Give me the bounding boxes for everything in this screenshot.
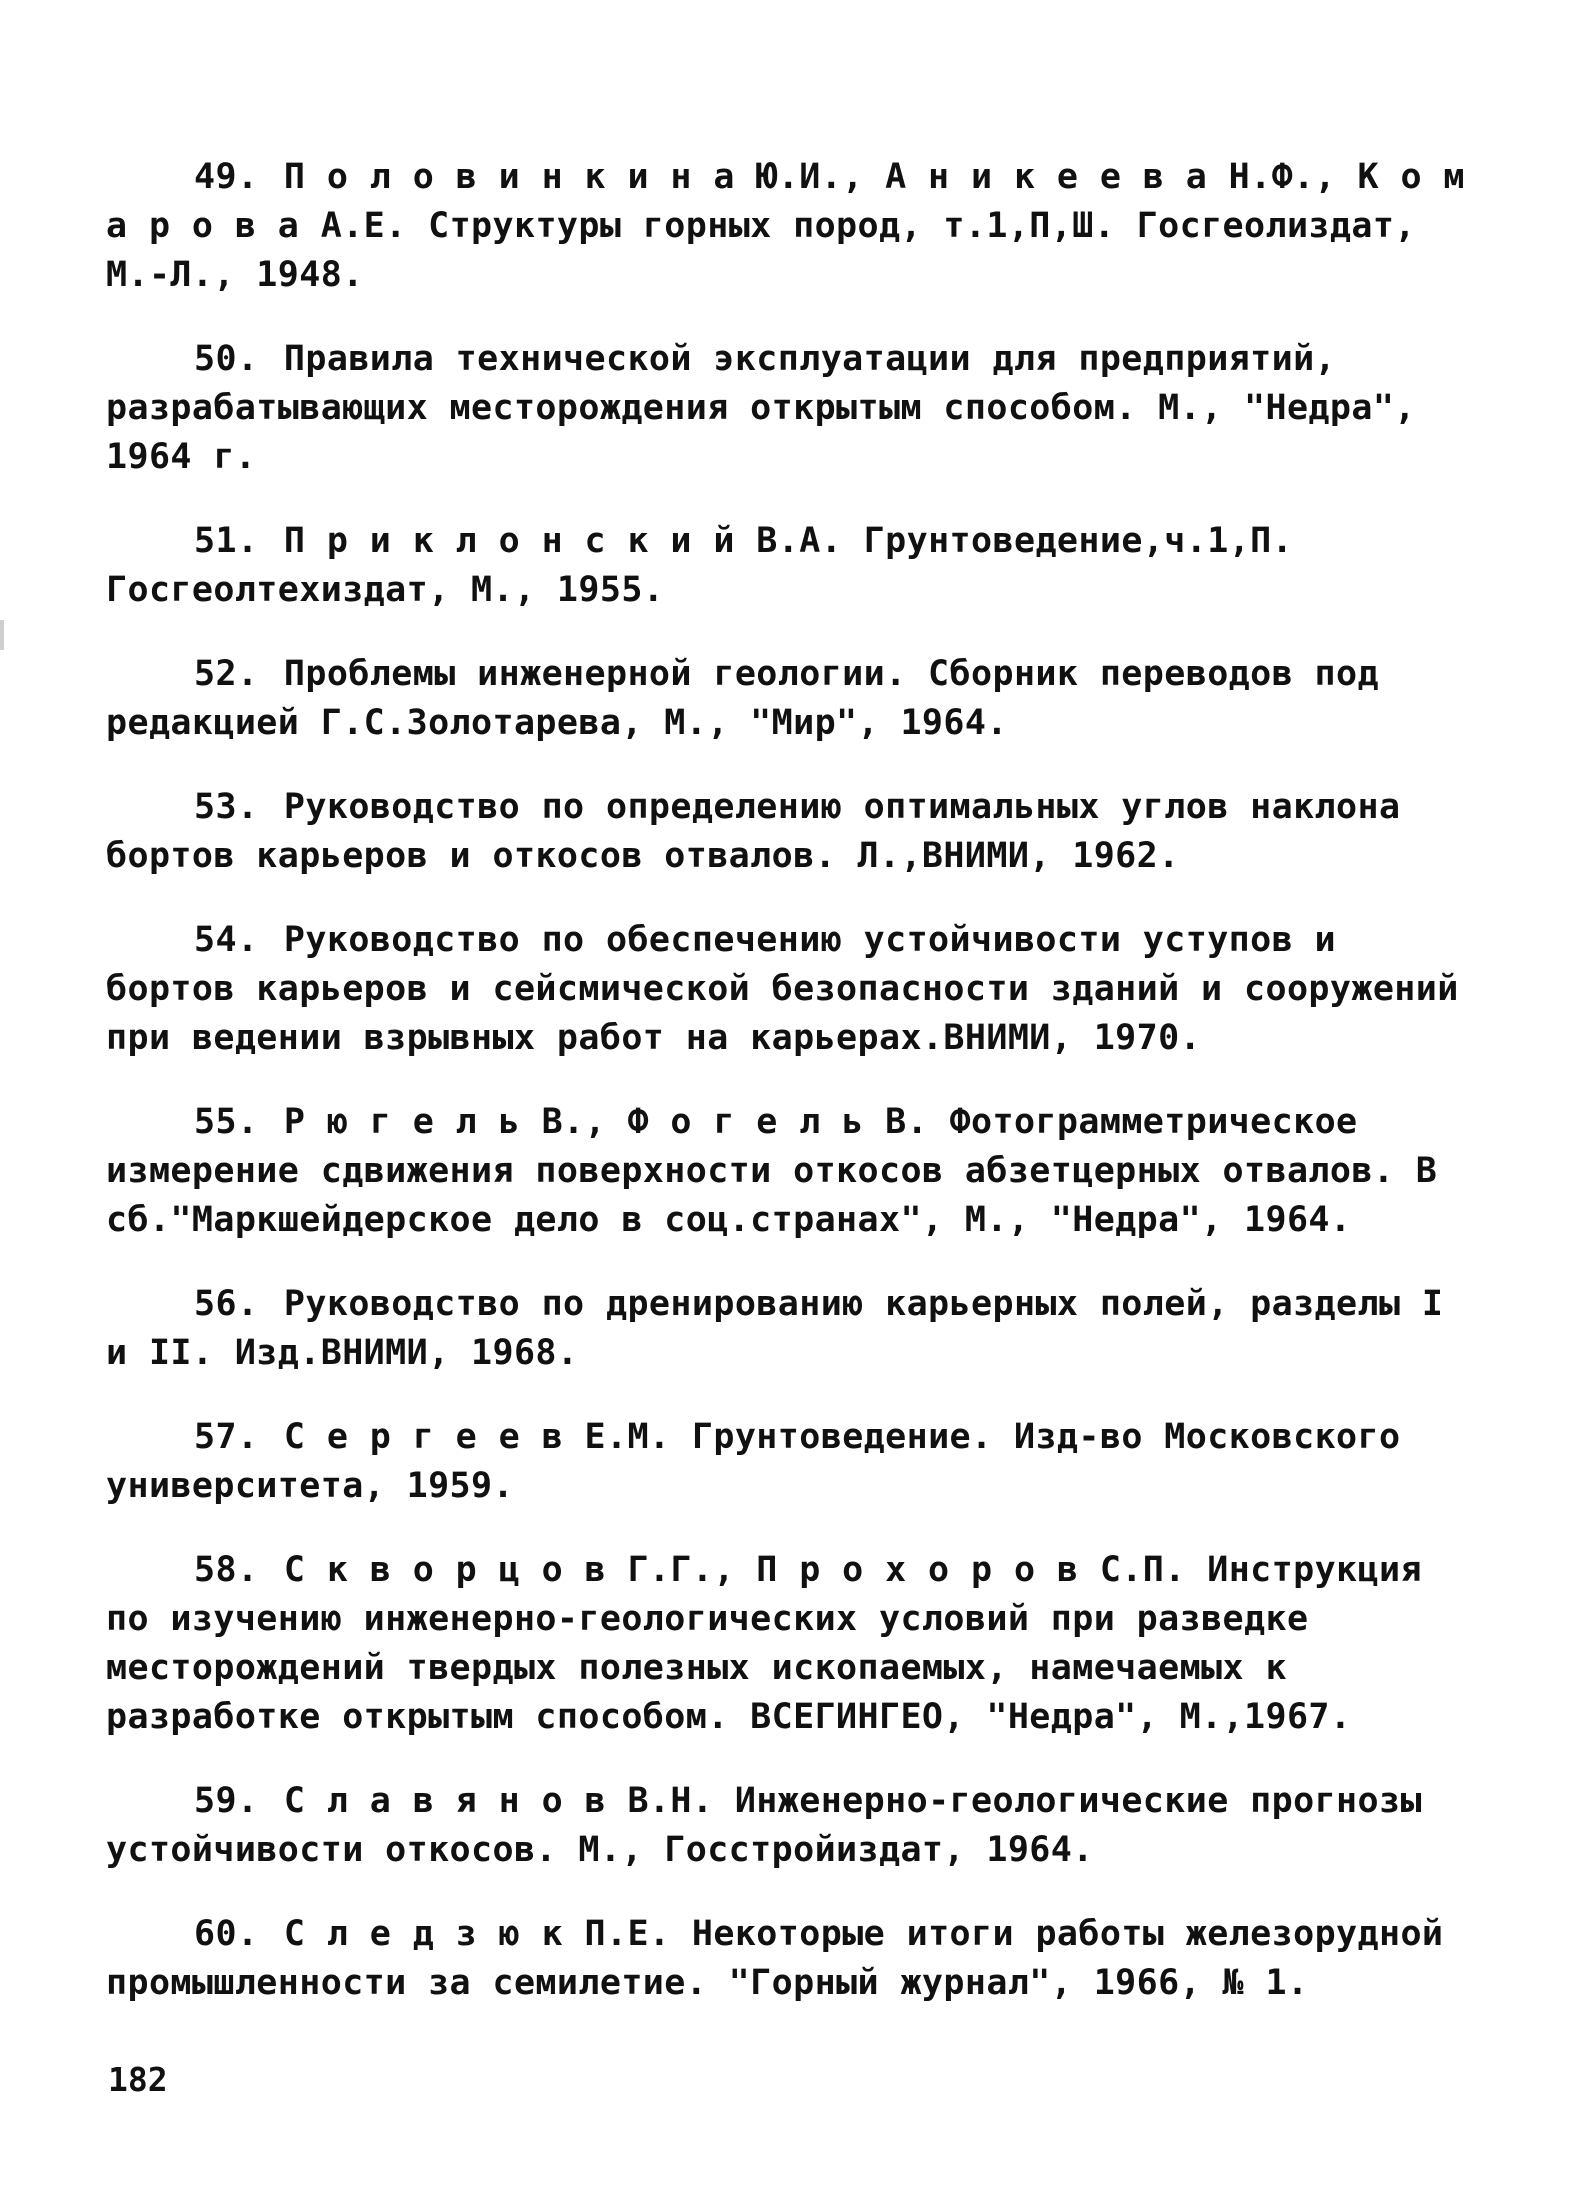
- entry-number: 50.: [194, 339, 259, 379]
- page-number: 182: [108, 2060, 168, 2099]
- entry-text: Структуры горных пород, т.1,П,Ш. Госгеолиздат, М.-Л., 1948.: [106, 206, 1416, 295]
- entry-number: 54.: [194, 920, 259, 960]
- bib-entry: [106, 1546, 1466, 1742]
- entry-authors: С е р г е е в Е.М.: [283, 1417, 671, 1457]
- bib-entry: [106, 1777, 1466, 1875]
- entry-text: Правила технической эксплуатации для предприятий, разрабатывающих месторождения открытым способом. М., "Недра", 1964 г.: [106, 339, 1416, 477]
- entry-number: 55.: [194, 1102, 259, 1142]
- entry-text: Некоторые итоги работы железорудной промышленности за семилетие. "Горный журнал", 1966, № 1.: [106, 1914, 1444, 2003]
- bib-entry: [106, 1413, 1466, 1511]
- entry-text: Руководство по определению оптимальных углов наклона бортов карьеров и откосов отвалов. Л.,ВНИМИ, 1962.: [106, 787, 1401, 876]
- bib-entry: [106, 517, 1466, 615]
- bib-entry: [106, 1280, 1466, 1378]
- entry-number: 56.: [194, 1284, 259, 1324]
- bib-entry: [106, 1910, 1466, 2008]
- bib-entry: [106, 153, 1466, 300]
- entry-number: 58.: [194, 1550, 259, 1590]
- entry-text: Проблемы инженерной геологии. Сборник переводов под редакцией Г.С.Золотарева, М., "Мир", 1964.: [106, 654, 1379, 743]
- entry-number: 52.: [194, 654, 259, 694]
- entry-number: 57.: [194, 1417, 259, 1457]
- entry-text: Грунтоведение,ч.1,П. Госгеолтехиздат, М., 1955.: [106, 521, 1294, 610]
- entry-authors: П р и к л о н с к и й В.А.: [283, 521, 843, 561]
- entry-number: 49.: [194, 157, 259, 197]
- entry-authors: Р ю г е л ь В., Ф о г е л ь В.: [283, 1102, 929, 1142]
- bib-entry: [106, 783, 1466, 881]
- entry-text: Инженерно-геологические прогнозы устойчивости откосов. М., Госстройиздат, 1964.: [106, 1781, 1422, 1870]
- entry-authors: С л а в я н о в В.Н.: [283, 1781, 714, 1821]
- entry-number: 53.: [194, 787, 259, 827]
- entry-number: 59.: [194, 1781, 259, 1821]
- bibliography-list: [106, 118, 1466, 2026]
- entry-authors: С к в о р ц о в Г.Г., П р о х о р о в С.П.: [283, 1550, 1186, 1590]
- scan-margin-mark: [0, 620, 4, 650]
- entry-text: Руководство по дренированию карьерных полей, разделы I и II. Изд.ВНИМИ, 1968.: [106, 1284, 1444, 1373]
- bib-entry: [106, 650, 1466, 748]
- bib-entry: [106, 916, 1466, 1063]
- entry-number: 60.: [194, 1914, 259, 1954]
- entry-text: Фотограмметрическое измерение сдвижения поверхности откосов абзетцерных отвалов. В сб."Маркшейдерское дело в соц.странах", М., "Недра", 1964.: [106, 1102, 1438, 1240]
- entry-authors: П о л о в и н к и н а Ю.И., А н и к е е в а Н.Ф., К о м а р о в а А.Е.: [106, 157, 1465, 246]
- entry-text: Инструкция по изучению инженерно-геологических условий при разведке месторождений твердых полезных ископаемых, намечаемых к разработке открытым способом. ВСЕГИНГЕО, "Недра", М.,1967.: [106, 1550, 1422, 1737]
- entry-authors: С л е д з ю к П.Е.: [283, 1914, 671, 1954]
- entry-text: Руководство по обеспечению устойчивости уступов и бортов карьеров и сейсмической безопасности зданий и сооружений при ведении взрывных работ на карьерах.ВНИМИ, 1970.: [106, 920, 1459, 1058]
- bib-entry: [106, 1098, 1466, 1245]
- entry-number: 51.: [194, 521, 259, 561]
- entry-text: Грунтоведение. Изд-во Московского университета, 1959.: [106, 1417, 1401, 1506]
- bib-entry: [106, 335, 1466, 482]
